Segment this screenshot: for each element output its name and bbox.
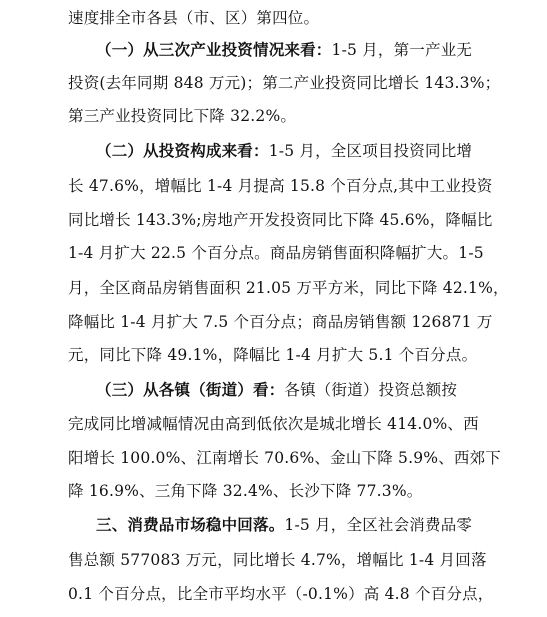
section-heading: （一）从三次产业投资情况来看： <box>96 41 332 59</box>
line-text: 阳增长 100.0%、江南增长 70.6%、金山下降 5.9%、西郊下 <box>68 449 502 467</box>
line-text: 第三产业投资同比下降 32.2%。 <box>68 107 297 125</box>
text-line <box>68 414 479 434</box>
line-text: 售总额 577083 万元，同比增长 4.7%，增幅比 1-4 月回落 <box>68 551 487 569</box>
line-text: 长 47.6%，增幅比 1-4 月提高 15.8 个百分点,其中工业投资 <box>68 177 493 195</box>
line-text: 1-5 月，第一产业无 <box>331 41 473 59</box>
line-text: 1-5 月，全区项目投资同比增 <box>268 142 473 160</box>
section-heading-line <box>96 515 472 535</box>
line-text: 同比增长 143.3%;房地产开发投资同比下降 45.6%，降幅比 <box>68 211 493 229</box>
section-heading-line <box>96 141 472 161</box>
text-line <box>68 312 493 332</box>
line-text: 1-5 月，全区社会消费品零 <box>284 516 473 534</box>
line-text: 投资(去年同期 848 万元)；第二产业投资同比增长 143.3%； <box>68 74 501 92</box>
line-text: 0.1 个百分点，比全市平均水平（-0.1%）高 4.8 个百分点， <box>68 585 494 603</box>
line-text: 月，全区商品房销售面积 21.05 万平方米，同比下降 42.1%， <box>68 279 509 297</box>
text-line <box>68 481 423 501</box>
line-text: 完成同比增减幅情况由高到低依次是城北增长 414.0%、西 <box>68 415 479 433</box>
section-heading: 三、消费品市场稳中回落。 <box>96 516 285 534</box>
text-line <box>68 550 487 570</box>
line-text: 降幅比 1-4 月扩大 7.5 个百分点；商品房销售额 126871 万 <box>68 313 493 331</box>
text-line <box>68 8 319 28</box>
text-line <box>68 448 501 468</box>
text-line <box>68 345 477 365</box>
text-line <box>68 176 492 196</box>
text-line <box>68 278 509 298</box>
text-line <box>68 73 500 93</box>
section-heading-line <box>96 40 472 60</box>
line-text: 各镇（街道）投资总额按 <box>284 381 458 399</box>
section-heading-line <box>96 380 457 400</box>
text-line <box>68 210 493 230</box>
line-text: 元，同比下降 49.1%，降幅比 1-4 月扩大 5.1 个百分点。 <box>68 346 478 364</box>
line-text: 速度排全市各县（市、区）第四位。 <box>68 9 320 27</box>
line-text: 1-4 月扩大 22.5 个百分点。商品房销售面积降幅扩大。1-5 <box>68 244 484 262</box>
line-text: 降 16.9%、三角下降 32.4%、长沙下降 77.3%。 <box>68 482 423 500</box>
text-line <box>68 106 296 126</box>
text-line <box>68 243 484 263</box>
section-heading: （三）从各镇（街道）看： <box>96 381 285 399</box>
section-heading: （二）从投资构成来看： <box>96 142 269 160</box>
text-line <box>68 584 494 604</box>
